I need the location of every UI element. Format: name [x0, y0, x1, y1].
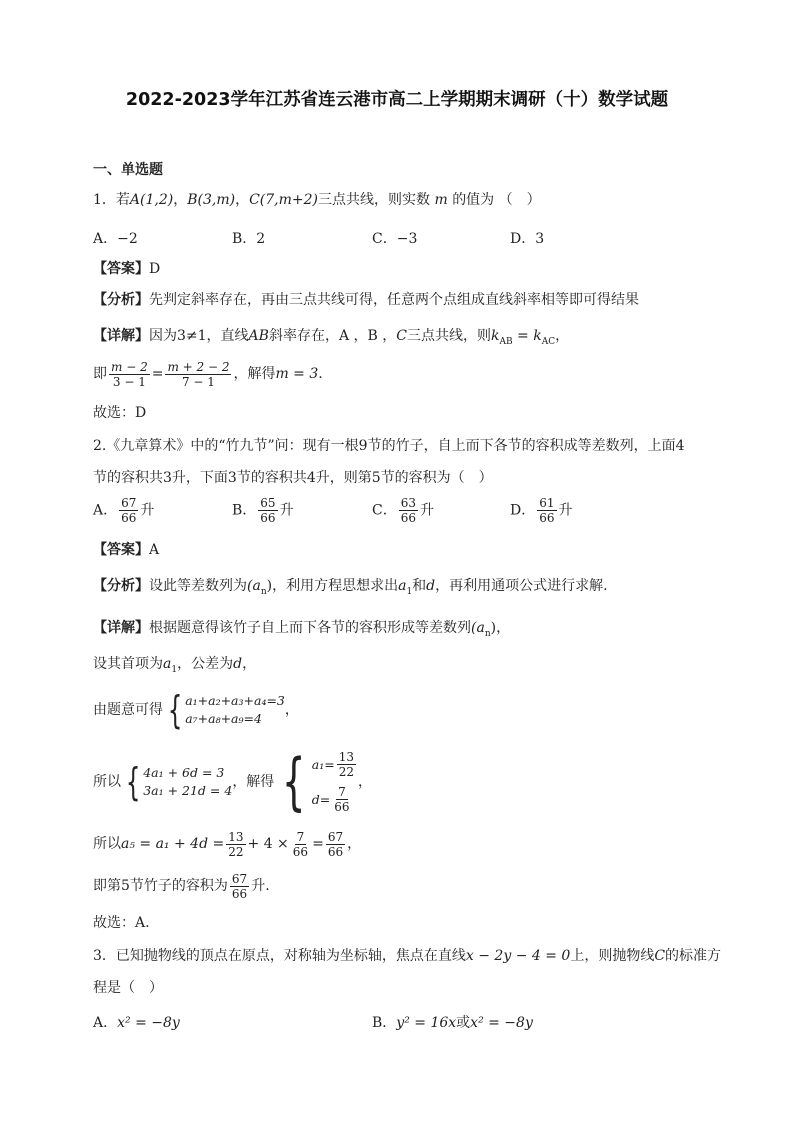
- q3-stem-text-2: 上，则抛物线: [570, 948, 655, 964]
- fraction-num: 7: [338, 785, 346, 799]
- option-or: 或: [456, 1015, 471, 1031]
- solve-text: ，解得: [233, 366, 276, 382]
- q3-option-a[interactable]: [93, 1012, 180, 1032]
- k-ac-sub: AC: [541, 336, 556, 347]
- q1-stem-text: 1．若: [93, 192, 130, 208]
- system-eq-1: 4a₁ + 6d = 3: [143, 765, 225, 780]
- q3-stem-line2: 程是（ ）: [93, 980, 163, 996]
- q2-a5-line: [93, 828, 361, 860]
- seq-an-sub: n: [260, 586, 267, 597]
- q1-answer: [93, 259, 160, 279]
- point-c-label: C: [396, 328, 407, 344]
- var-m: m: [434, 192, 448, 208]
- sol-d-label: d=: [311, 791, 331, 807]
- q1-stem-text-2: 三点共线，则实数: [318, 192, 430, 208]
- solution-a1: [312, 750, 358, 779]
- q1-solve-line: 即 $\frac{m - 2}{3 - 1}$ = $\frac{m + 2 - 2}{7 - 1}$ ，解得m = 3.: [93, 359, 323, 389]
- q1-option-d[interactable]: D．3: [510, 231, 545, 247]
- k-ab-sub: AB: [499, 336, 513, 347]
- option-num: 63: [400, 496, 416, 510]
- option-label: A．: [93, 502, 118, 519]
- brace-icon: {: [282, 745, 306, 818]
- result-unit: 升.: [251, 878, 270, 894]
- detail-text: 因为3≠1，直线: [149, 328, 249, 344]
- system-prefix: 所以: [93, 774, 121, 790]
- option-label: A．: [93, 1015, 118, 1031]
- solve-result: m = 3: [275, 366, 319, 382]
- detail-tag: 【详解】: [93, 328, 149, 344]
- setup-text: 设其首项为: [93, 656, 163, 672]
- system-eq-2: 3a₁ + 21d = 4: [143, 783, 233, 798]
- seq-an: (a: [247, 578, 261, 594]
- section-heading: 一、单选题: [93, 162, 163, 178]
- analysis-text-4: ，再利用通项公式进行求解.: [435, 578, 608, 594]
- fraction-den: 22: [228, 844, 244, 859]
- seq-an-sub: n: [484, 628, 491, 639]
- solution-d: [312, 785, 358, 814]
- a5-expr: a₅ = a₁ + 4d =: [121, 836, 225, 852]
- detail-text-3: 三点共线，则: [406, 328, 491, 344]
- fraction-den: 66: [334, 800, 350, 814]
- q1-option-a[interactable]: A．−2: [93, 231, 138, 247]
- solve-prefix: 即: [93, 366, 107, 382]
- detail-text-2: 斜率存在，A ，B ，: [268, 328, 397, 344]
- q3-stem-text-3: 的标准方: [665, 948, 722, 964]
- sol-a1-label: a₁=: [311, 756, 335, 772]
- q3-option-b[interactable]: [372, 1012, 533, 1032]
- fraction-den: 66: [231, 886, 248, 901]
- fraction-num: 13: [338, 750, 354, 764]
- equals: =: [312, 836, 324, 852]
- k-ab: k: [490, 328, 500, 344]
- fraction-1-num: m − 2: [111, 359, 148, 374]
- a1-sub: 1: [406, 586, 413, 597]
- a1: a: [398, 578, 407, 594]
- a1-sub: 1: [171, 664, 178, 675]
- option-fraction: [399, 496, 418, 525]
- option-unit: 升: [558, 502, 573, 519]
- brace-icon: {: [125, 760, 141, 804]
- d: d: [426, 578, 436, 594]
- fraction-den: 22: [338, 765, 354, 779]
- fraction-num: 67: [231, 871, 248, 886]
- option-den: 66: [400, 511, 416, 525]
- setup-text-3: ，: [242, 656, 257, 672]
- solution-system: [274, 745, 358, 818]
- option-expr: x² = −8y: [117, 1015, 180, 1031]
- q2-answer: [93, 540, 159, 560]
- q2-conclusion: 故选：A.: [93, 915, 150, 931]
- line-ab: AB: [248, 328, 269, 344]
- solve-text: ，解得: [232, 774, 275, 790]
- parabola-c: C: [654, 948, 666, 964]
- q3-stem-line1: [93, 946, 721, 966]
- fraction-den: 66: [327, 844, 344, 859]
- fraction-num: 7: [296, 829, 305, 844]
- q2-option-a[interactable]: [93, 496, 154, 525]
- option-num: 67: [121, 496, 137, 510]
- fraction: [291, 830, 310, 859]
- fraction: [326, 830, 345, 859]
- option-den: 66: [121, 511, 137, 525]
- answer-value: D: [149, 261, 161, 277]
- q2-stem-line1: 2.《九章算术》中的“竹九节”问：现有一根9节的竹子，自上而下各节的容积成等差数列，上面4: [93, 438, 685, 454]
- fraction-num: 13: [228, 829, 244, 844]
- q2-result-line: [93, 870, 270, 902]
- system-end: ，: [284, 702, 299, 718]
- brace-icon: {: [167, 688, 183, 732]
- q2-system-2: [93, 744, 372, 820]
- analysis-text-2: ，利用方程思想求出: [272, 578, 399, 594]
- setup-text-2: ，公差为: [177, 656, 234, 672]
- q2-setup: [93, 654, 256, 680]
- option-den: 66: [260, 511, 276, 525]
- system-end: ，: [357, 774, 372, 790]
- d: d: [233, 656, 243, 672]
- q2-option-c[interactable]: [372, 496, 434, 525]
- equation-system: [163, 688, 285, 732]
- a5-end: ，: [347, 836, 362, 852]
- plus-term: + 4 ×: [247, 836, 289, 852]
- option-fraction: [119, 496, 138, 525]
- line-equation: x − 2y − 4 = 0: [465, 948, 571, 964]
- q1-stem: 1．若A(1,2)，B(3,m)，C(7,m+2)三点共线，则实数 m 的值为 （ ）: [93, 192, 541, 208]
- option-label: B．: [372, 1015, 397, 1031]
- fraction-1: [109, 360, 150, 389]
- fraction-2: [165, 360, 231, 389]
- option-unit: 升: [279, 502, 294, 519]
- option-label: C．: [372, 502, 397, 519]
- analysis-text: 设此等差数列为: [149, 578, 247, 594]
- option-fraction: [258, 496, 277, 525]
- option-label: D．: [510, 502, 536, 519]
- option-unit: 升: [140, 502, 155, 519]
- seq-an-close: ): [490, 620, 497, 636]
- option-label: B．: [232, 502, 257, 519]
- analysis-tag: 【分析】: [93, 292, 149, 308]
- analysis-tag: 【分析】: [93, 578, 149, 594]
- page-title: 2022-2023学年江苏省连云港市高二上学期期末调研（十）数学试题: [125, 90, 669, 110]
- q1-conclusion: 故选：D: [93, 405, 147, 421]
- fraction: [337, 750, 356, 779]
- fraction: [332, 785, 351, 814]
- result-text: 即第5节竹子的容积为: [93, 878, 228, 894]
- q1-option-b[interactable]: B．2: [232, 231, 266, 247]
- equals: =: [512, 328, 534, 344]
- point-c: C(7,m+2): [249, 192, 318, 208]
- analysis-text: 先判定斜率存在，再由三点共线可得，任意两个点组成直线斜率相等即可得结果: [149, 292, 639, 308]
- fraction-2-num: m + 2 − 2: [167, 359, 230, 374]
- system-eq-1: a₁+a₂+a₃+a₄=3: [185, 693, 285, 708]
- q1-stem-text-3: 的值为 （ ）: [452, 192, 541, 208]
- q2-stem-line2: 节的容积共3升，下面3节的容积共4升，则第5节的容积为（ ）: [93, 470, 493, 486]
- seq-an-close: ): [266, 578, 273, 594]
- option-num: 65: [260, 496, 276, 510]
- point-a: A(1,2): [129, 192, 174, 208]
- detail-end: ，: [496, 620, 511, 636]
- q1-detail: 【详解】因为3≠1，直线AB斜率存在，A ，B ，C三点共线，则$k_{AB} = k_{AC}$，: [93, 328, 570, 347]
- option-expr-2: x² = −8y: [470, 1015, 533, 1031]
- answer-tag: 【答案】: [93, 261, 149, 277]
- fraction: [230, 872, 249, 901]
- answer-tag: 【答案】: [93, 542, 149, 558]
- fraction-1-den: 3 − 1: [112, 374, 146, 389]
- fraction: [226, 830, 245, 859]
- analysis-text-3: 和: [412, 578, 427, 594]
- detail-text: 根据题意得该竹子自上而下各节的容积形成等差数列: [149, 620, 471, 636]
- q2-option-d[interactable]: [510, 496, 573, 525]
- q3-stem-text: 3．已知抛物线的顶点在原点，对称轴为坐标轴，焦点在直线: [93, 948, 466, 964]
- equation-system: [121, 760, 233, 804]
- q1-analysis: [93, 290, 639, 310]
- seq-an: (a: [471, 620, 485, 636]
- a5-prefix: 所以: [93, 836, 121, 852]
- system-prefix: 由题意可得: [93, 702, 163, 718]
- detail-tag: 【详解】: [93, 620, 149, 636]
- q2-system-1: [93, 690, 299, 730]
- answer-value: A: [149, 542, 160, 558]
- k-ac: k: [533, 328, 542, 344]
- q2-analysis: [93, 576, 608, 602]
- option-unit: 升: [420, 502, 434, 519]
- fraction-den: 66: [292, 844, 309, 859]
- a1: a: [163, 656, 172, 672]
- option-num: 61: [539, 496, 555, 510]
- fraction-2-den: 7 − 1: [181, 374, 215, 389]
- q2-option-b[interactable]: [232, 496, 294, 525]
- option-fraction: [537, 496, 556, 525]
- option-den: 66: [539, 511, 555, 525]
- option-expr: y² = 16x: [396, 1015, 457, 1031]
- point-b: B(3,m): [187, 192, 236, 208]
- fraction-num: 67: [327, 829, 344, 844]
- system-eq-2: a₇+a₈+a₉=4: [185, 711, 262, 726]
- q1-option-c[interactable]: C．−3: [372, 231, 418, 247]
- q2-detail: [93, 618, 510, 644]
